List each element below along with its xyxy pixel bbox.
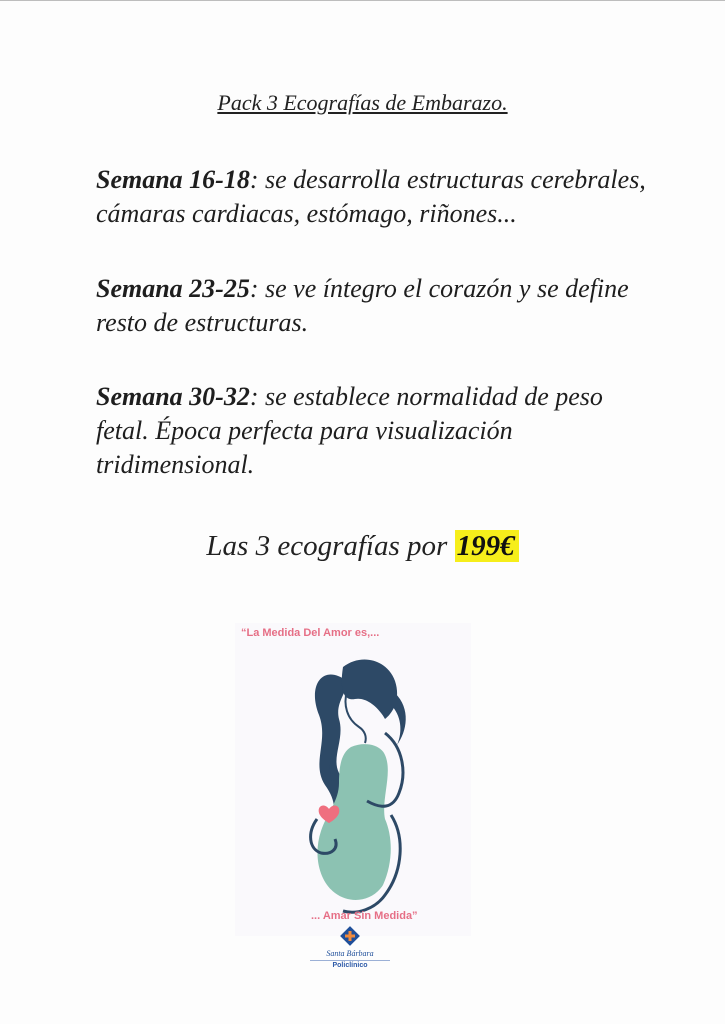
pregnant-woman-illustration xyxy=(235,623,471,936)
price-highlight: 199€ xyxy=(455,530,519,562)
section-week-23-25 xyxy=(96,272,656,340)
scan-border xyxy=(0,0,725,1)
week-label: Semana 30-32 xyxy=(96,382,250,411)
page-title: Pack 3 Ecografías de Embarazo. xyxy=(217,90,508,115)
quote-top: “La Medida Del Amor es,... xyxy=(241,627,380,639)
logo-name: Santa Bárbara xyxy=(326,949,374,958)
offer-prefix: Las 3 ecografías por xyxy=(206,530,455,562)
section-week-16-18 xyxy=(96,163,656,231)
section-week-30-32 xyxy=(96,380,656,482)
week-label: Semana 16-18 xyxy=(96,165,250,194)
week-label: Semana 23-25 xyxy=(96,274,250,303)
logo-subtitle: Policlínico xyxy=(310,960,390,969)
clinic-logo xyxy=(310,925,390,971)
week-description: : se desarrolla estructuras cerebrales, cámaras cardiacas, estómago, riñones... xyxy=(96,165,646,228)
week-description: : se ve íntegro el corazón y se define resto de estructuras. xyxy=(96,274,629,337)
promo-poster xyxy=(235,623,471,936)
week-description: : se establece normalidad de peso fetal. Época perfecta para visualización tridimensional. xyxy=(96,382,603,479)
clinic-logo-icon xyxy=(339,925,361,947)
offer-line xyxy=(0,530,725,563)
quote-bottom: ... Amar Sin Medida” xyxy=(311,910,418,922)
